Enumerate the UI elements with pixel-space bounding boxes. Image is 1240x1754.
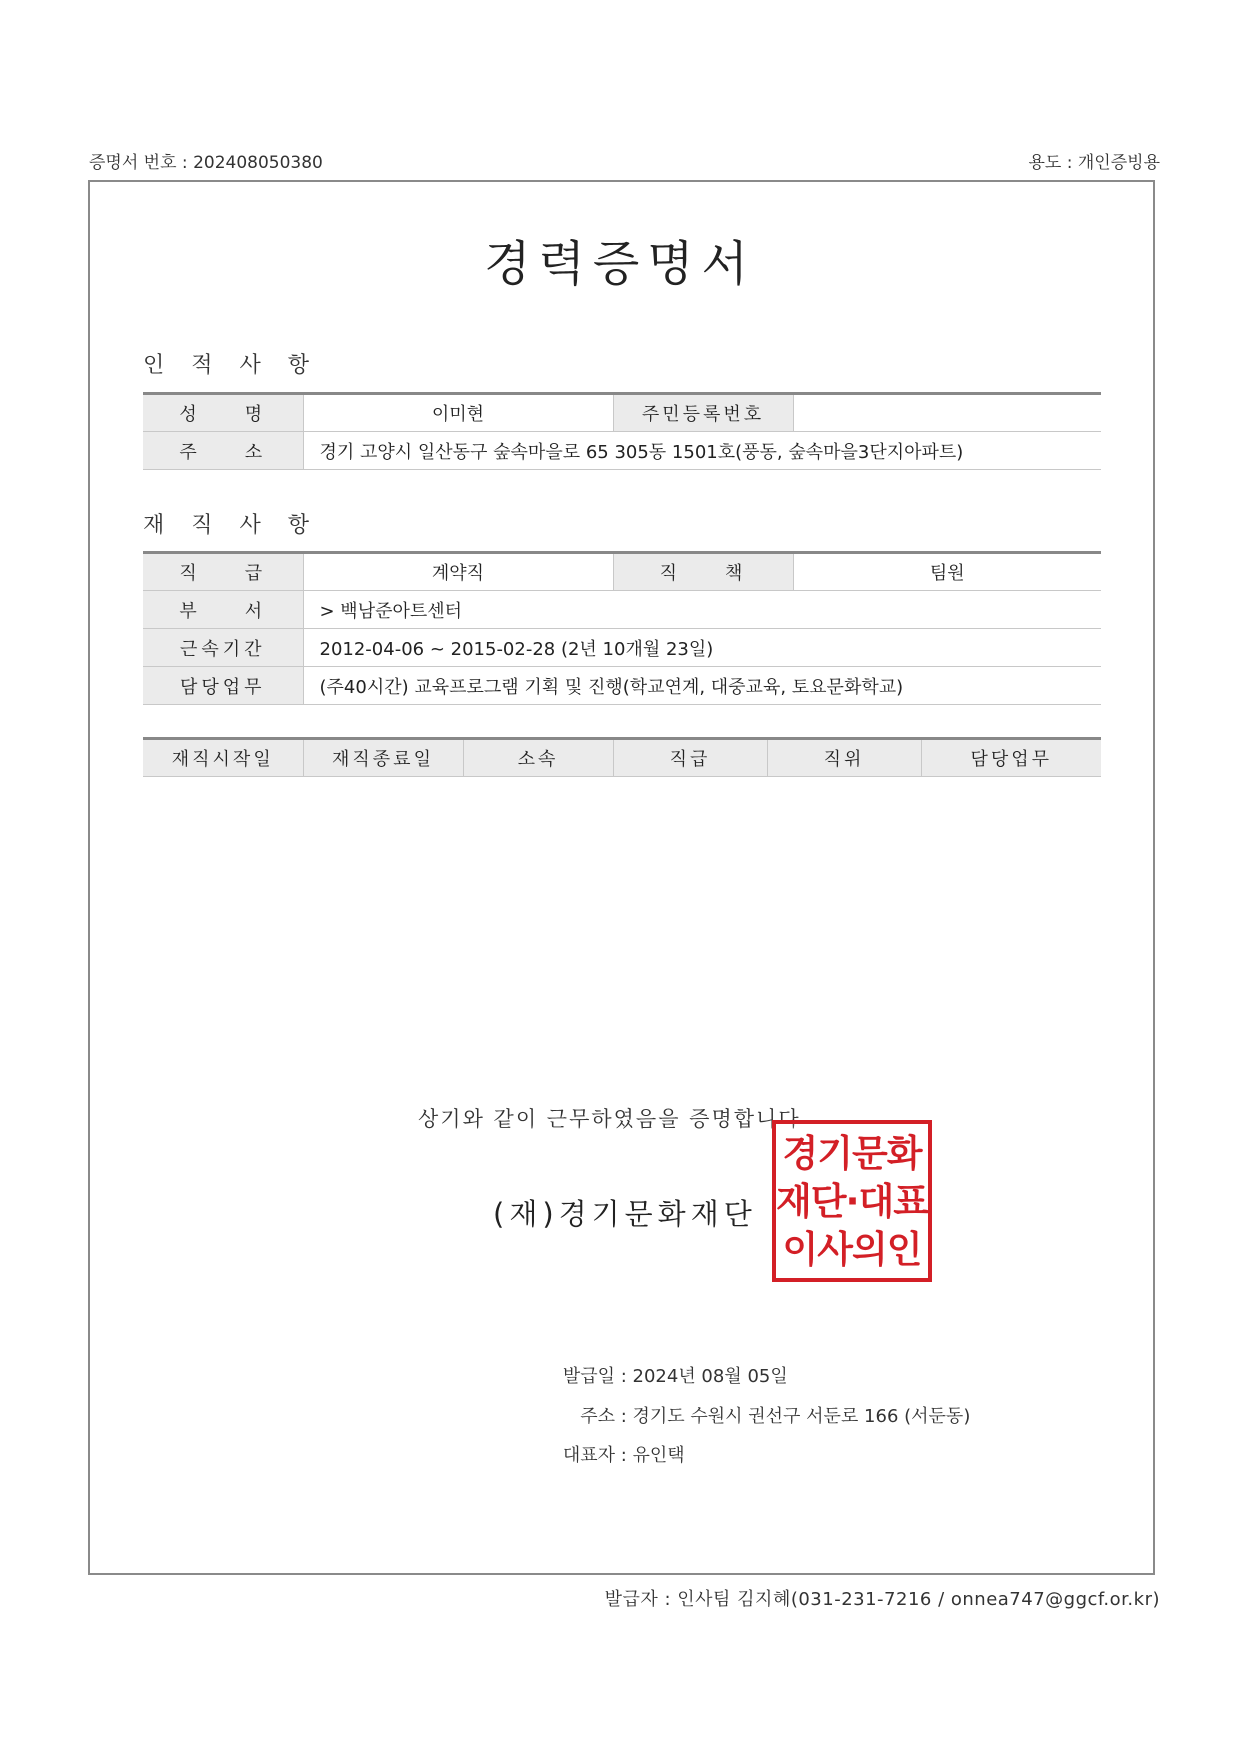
issuer-info: 발급자 : 인사팀 김지혜(031-231-7216 / onnea747@ggcf.or.kr) [604, 1589, 1160, 1610]
seal-line: 재단·대표 [776, 1180, 929, 1223]
duty-label: 직 책 [613, 553, 793, 591]
seal-line: 이사의인 [782, 1228, 922, 1271]
period-value: 2012-04-06 ~ 2015-02-28 (2년 10개월 23일) [303, 629, 1101, 667]
cert-number: 증명서 번호 : 202408050380 [89, 153, 323, 173]
employment-table [143, 551, 1101, 705]
document-title: 경력증명서 [484, 236, 756, 292]
employment-section-title: 재 직 사 항 [143, 513, 319, 538]
issue-date: 발급일 : 2024년 08월 05일 [500, 1362, 788, 1388]
history-col-grade: 직급 [613, 739, 767, 777]
purpose: 용도 : 개인증빙용 [1028, 153, 1160, 173]
work-label: 담당업무 [143, 667, 303, 705]
personal-table [143, 392, 1101, 470]
organization-name: (재)경기문화재단 [493, 1197, 757, 1231]
certify-statement: 상기와 같이 근무하였음을 증명합니다 [418, 1107, 801, 1131]
cert-number-label: 증명서 번호 [89, 153, 177, 173]
name-label: 성 명 [143, 394, 303, 432]
personal-section-title: 인 적 사 항 [143, 353, 319, 378]
rrn-value [793, 394, 1101, 432]
purpose-value: 개인증빙용 [1077, 153, 1160, 173]
address-label: 주 소 [143, 432, 303, 470]
history-col-start: 재직시작일 [143, 739, 303, 777]
grade-value: 계약직 [303, 553, 613, 591]
period-label: 근속기간 [143, 629, 303, 667]
dept-value: > 백남준아트센터 [303, 591, 1101, 629]
seal-line: 경기문화 [782, 1132, 922, 1175]
official-seal [772, 1120, 932, 1282]
history-col-end: 재직종료일 [303, 739, 463, 777]
issue-date-label: 발급일 [562, 1366, 615, 1387]
history-col-affiliation: 소속 [463, 739, 613, 777]
issue-date-value: 2024년 08월 05일 [632, 1366, 788, 1387]
rrn-label: 주민등록번호 [613, 394, 793, 432]
issue-address-label: 주소 [580, 1406, 615, 1427]
grade-label: 직 급 [143, 553, 303, 591]
issue-rep-value: 유인택 [632, 1445, 685, 1466]
work-value: (주40시간) 교육프로그램 기획 및 진행(학교연계, 대중교육, 토요문화학교) [303, 667, 1101, 705]
issue-address: 주소 : 경기도 수원시 권선구 서둔로 166 (서둔동) [500, 1402, 970, 1428]
issue-address-value: 경기도 수원시 권선구 서둔로 166 (서둔동) [632, 1406, 971, 1427]
issue-rep-label: 대표자 [562, 1445, 615, 1466]
history-col-position: 직위 [767, 739, 921, 777]
name-value: 이미현 [303, 394, 613, 432]
purpose-label: 용도 [1028, 153, 1062, 173]
history-col-duty: 담당업무 [921, 739, 1101, 777]
address-value: 경기 고양시 일산동구 숲속마을로 65 305동 1501호(풍동, 숲속마을3단지아파트) [303, 432, 1101, 470]
dept-label: 부 서 [143, 591, 303, 629]
issue-representative: 대표자 : 유인택 [500, 1441, 685, 1467]
duty-value: 팀원 [793, 553, 1101, 591]
history-table [143, 737, 1101, 777]
cert-number-value: 202408050380 [193, 153, 323, 173]
